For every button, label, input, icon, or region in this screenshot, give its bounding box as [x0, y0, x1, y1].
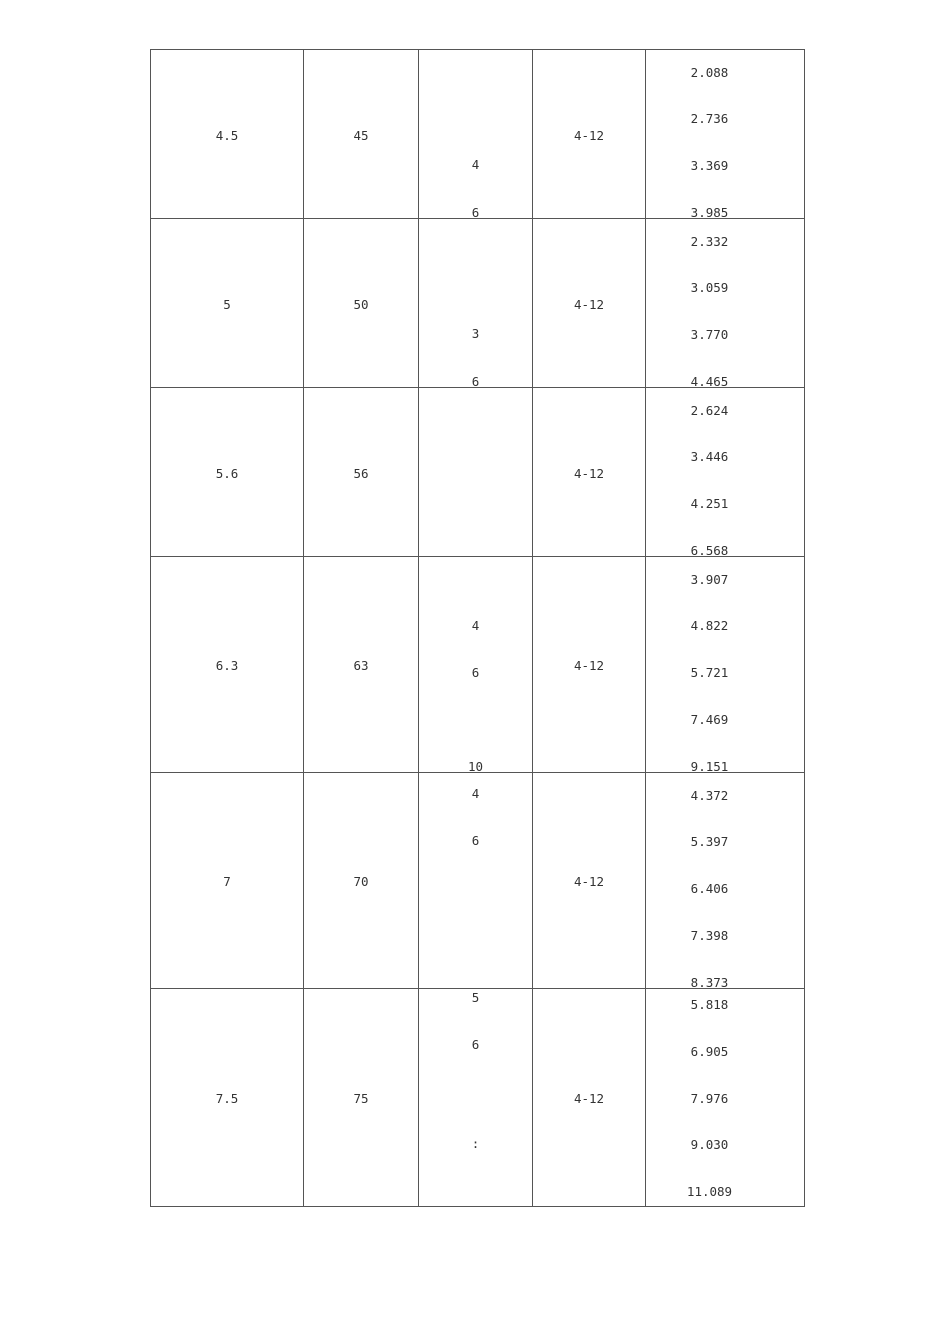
cell-col2: [303, 388, 418, 557]
cell-value: 4: [471, 618, 480, 633]
cell-value: 5.397: [690, 834, 729, 849]
cell-value: 4-12: [573, 297, 605, 312]
cell-value: 70: [353, 874, 369, 889]
cell-col1: [151, 773, 303, 989]
cell-value: 6.905: [690, 1044, 729, 1059]
cell-value: 2.088: [690, 65, 729, 80]
cell-value: 4-12: [573, 1091, 605, 1106]
cell-col5: [645, 388, 805, 557]
cell-value: 6.568: [690, 543, 729, 558]
cell-value: 5: [223, 297, 231, 312]
cell-value: 10: [467, 759, 484, 774]
cell-value: 50: [353, 297, 369, 312]
cell-value: 3.770: [690, 327, 729, 342]
cell-value: 4.251: [690, 496, 729, 511]
cell-value: 6: [471, 374, 480, 389]
cell-value: 3.907: [690, 572, 729, 587]
cell-value: 45: [353, 128, 369, 143]
cell-value: 6: [471, 665, 480, 680]
cell-value: 4-12: [573, 874, 605, 889]
cell-col5: [645, 50, 805, 219]
cell-value: 9.151: [690, 759, 729, 774]
cell-value: 2.736: [690, 111, 729, 126]
cell-col4: [532, 50, 645, 219]
cell-value: 6.3: [215, 658, 239, 673]
table-row: [150, 772, 805, 989]
cell-col5: [645, 219, 805, 388]
cell-value: 2.624: [690, 403, 729, 418]
cell-value: 7.5: [215, 1091, 239, 1106]
cell-value: 7.398: [690, 928, 729, 943]
cell-value: :: [471, 1136, 480, 1151]
cell-value: 4.5: [215, 128, 239, 143]
cell-value: 6.406: [690, 881, 729, 896]
cell-value: 5: [471, 990, 480, 1005]
cell-col1: [151, 50, 303, 219]
cell-value: 4.822: [690, 618, 729, 633]
table-row: [150, 556, 805, 773]
cell-col2: [303, 773, 418, 989]
cell-col3: [418, 388, 532, 557]
cell-col1: [151, 557, 303, 773]
cell-col3: [418, 557, 532, 773]
cell-value: 9.030: [690, 1137, 729, 1152]
cell-col4: [532, 773, 645, 989]
cell-col4: [532, 388, 645, 557]
cell-col3: [418, 219, 532, 388]
cell-col4: [532, 557, 645, 773]
cell-col3: [418, 773, 532, 989]
cell-col2: [303, 989, 418, 1206]
cell-value: 5.818: [690, 997, 729, 1012]
cell-value: 6: [471, 833, 480, 848]
cell-col3: [418, 989, 532, 1206]
cell-value: 3.985: [690, 205, 729, 220]
cell-value: 63: [353, 658, 369, 673]
table-row: [150, 988, 805, 1207]
cell-value: 7.976: [690, 1091, 729, 1106]
cell-value: 4: [471, 786, 480, 801]
cell-value: 75: [353, 1091, 369, 1106]
cell-col1: [151, 388, 303, 557]
cell-value: 5.721: [690, 665, 729, 680]
cell-value: 11.089: [686, 1184, 733, 1199]
cell-value: 3.369: [690, 158, 729, 173]
table-row: [150, 49, 805, 219]
cell-value: 3: [471, 326, 480, 341]
cell-value: 3.059: [690, 280, 729, 295]
cell-value: 4: [471, 157, 480, 172]
cell-value: 7: [223, 874, 231, 889]
cell-value: 3.446: [690, 449, 729, 464]
cell-col1: [151, 219, 303, 388]
cell-col2: [303, 50, 418, 219]
cell-value: 6: [471, 1037, 480, 1052]
cell-col2: [303, 557, 418, 773]
cell-value: 7.469: [690, 712, 729, 727]
table-row: [150, 218, 805, 388]
cell-col2: [303, 219, 418, 388]
cell-value: 4-12: [573, 466, 605, 481]
cell-value: 5.6: [215, 466, 239, 481]
cell-col5: [645, 773, 805, 989]
cell-col4: [532, 219, 645, 388]
cell-col5: [645, 557, 805, 773]
cell-value: 4.372: [690, 788, 729, 803]
cell-col4: [532, 989, 645, 1206]
cell-value: 8.373: [690, 975, 729, 990]
cell-value: 56: [353, 466, 369, 481]
cell-value: 2.332: [690, 234, 729, 249]
cell-col3: [418, 50, 532, 219]
cell-value: 4-12: [573, 658, 605, 673]
cell-value: 4.465: [690, 374, 729, 389]
cell-value: 6: [471, 205, 480, 220]
cell-col1: [151, 989, 303, 1206]
table-row: [150, 387, 805, 557]
cell-value: 4-12: [573, 128, 605, 143]
spec-table: [150, 49, 805, 1207]
cell-col5: [645, 989, 805, 1206]
